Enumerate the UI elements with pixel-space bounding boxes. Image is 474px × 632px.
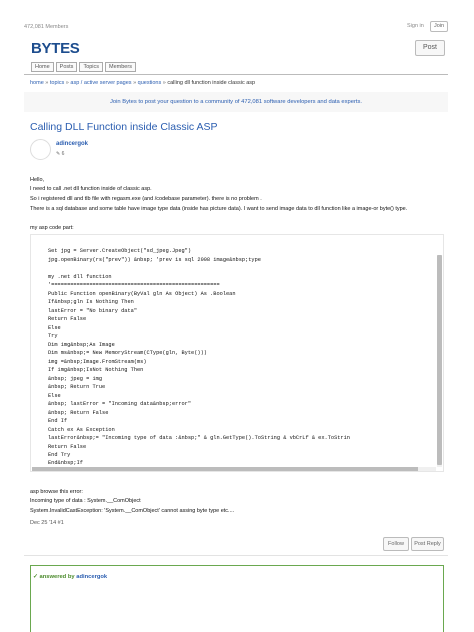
code-line: &nbsp; Return True — [48, 384, 106, 390]
code-line: jpg.openBinary(rs("prev")) &nbsp; 'prev is sql 2008 image&nbsp;type — [48, 257, 261, 263]
code-line: Dim img&nbsp;As Image — [48, 342, 115, 348]
code-line: End&nbsp;If — [48, 460, 83, 466]
code-line: If&nbsp;gln Is Nothing Then — [48, 299, 134, 305]
post-button[interactable]: Post — [415, 40, 445, 56]
code-line: img =&nbsp;Image.FromStream(ms) — [48, 359, 147, 365]
breadcrumb-questions[interactable]: questions — [137, 80, 162, 86]
post-date: Dec 25 '14 #1 — [30, 520, 64, 526]
code-line: lastError = "No binary data" — [48, 308, 138, 314]
code-vertical-scrollbar[interactable] — [437, 255, 442, 467]
post-count-value: 6 — [61, 151, 65, 157]
code-line: &nbsp; jpeg = img — [48, 376, 103, 382]
breadcrumb-separator: » — [45, 80, 49, 86]
post-count-icon: ✎ — [56, 151, 61, 157]
breadcrumb-topics[interactable]: topics — [49, 80, 65, 86]
post-reply-button[interactable]: Post Reply — [411, 537, 444, 551]
nav-tab-members[interactable]: Members — [105, 62, 136, 72]
code-line: Return False — [48, 444, 87, 450]
code-line: &nbsp; Return False — [48, 410, 109, 416]
question-body-line: There is a sql database and some table have image type data (inside has picture data). I want to send image data to dll function like a image-or byte() type. — [30, 206, 408, 212]
sign-in-link[interactable]: Sign in — [407, 23, 424, 29]
question-body-line: System.InvalidCastException: 'System.__ComObject' cannot assing byte type etc.... — [30, 508, 235, 514]
question-author[interactable]: adincergok — [56, 141, 89, 147]
code-line: Try — [48, 333, 58, 339]
author-post-count — [56, 151, 64, 157]
code-line: Dim ms&nbsp;= New MemoryStream(CType(gln, Byte())) — [48, 350, 207, 356]
code-horizontal-scroll-thumb[interactable] — [32, 467, 418, 471]
code-line: Catch ex As Exception — [48, 427, 115, 433]
code-line: my .net dll function — [48, 274, 112, 280]
nav-tab-home[interactable]: Home — [31, 62, 54, 72]
nav-tabs — [31, 62, 136, 72]
site-logo[interactable]: BYTES — [31, 40, 80, 57]
question-body-line: asp browse this error: — [30, 489, 83, 495]
join-button[interactable]: Join — [430, 21, 448, 32]
answer-header — [33, 574, 107, 580]
check-icon: ✓ — [33, 574, 38, 580]
nav-tab-topics[interactable]: Topics — [79, 62, 103, 72]
avatar[interactable] — [30, 139, 51, 160]
code-line: Else — [48, 393, 61, 399]
nav-divider — [24, 74, 448, 75]
code-vertical-scroll-thumb[interactable] — [437, 255, 442, 465]
answer-author[interactable]: adincergok — [76, 574, 108, 580]
breadcrumb — [30, 80, 255, 86]
question-body-line: Hello, — [30, 177, 45, 183]
breadcrumb-separator: » — [65, 80, 69, 86]
join-promo-banner[interactable]: Join Bytes to post your question to a community of 472,081 software developers and data experts. — [24, 92, 448, 112]
answered-by-label: answered by — [39, 574, 75, 580]
follow-button[interactable]: Follow — [383, 537, 409, 551]
question-title: Calling DLL Function inside Classic ASP — [30, 121, 218, 133]
code-line: &nbsp; lastError = "Incoming data&nbsp;error" — [48, 401, 192, 407]
code-line: If img&nbsp;IsNot Nothing Then — [48, 367, 144, 373]
breadcrumb-home[interactable]: home — [30, 80, 44, 86]
breadcrumb-separator: » — [162, 80, 166, 86]
code-line: Set jpg = Server.CreateObject("sd_jpeg.Jpeg") — [48, 248, 192, 254]
code-line: lastError&nbsp;= "Incoming type of data :&nbsp;" & gln.GetType().ToString & vbCrLf & ex.ToStrin — [48, 435, 350, 441]
question-body-line: Incoming type of data : System.__ComObject — [30, 498, 141, 504]
code-line: '===================================================== — [48, 282, 220, 288]
top-bar — [0, 0, 474, 36]
post-divider — [24, 555, 448, 556]
code-line: Return False — [48, 316, 87, 322]
nav-tab-posts[interactable]: Posts — [56, 62, 78, 72]
question-body-line: I need to call .net dll function inside of classic asp. — [30, 186, 152, 192]
code-line: Public Function openBinary(ByVal gln As Object) As .Boolean — [48, 291, 236, 297]
question-body-line: my asp code part: — [30, 225, 74, 231]
code-line: Else — [48, 325, 61, 331]
breadcrumb-separator: » — [133, 80, 137, 86]
question-body-line: So i registered dll and tlb file with regasm.exe (and /codebase parameter). there is no problem . — [30, 196, 262, 202]
code-line: End Try — [48, 452, 71, 458]
breadcrumb-category[interactable]: asp / active server pages — [70, 80, 132, 86]
breadcrumb-current: calling dll function inside classic asp — [167, 80, 256, 86]
member-count: 472,081 Members — [24, 24, 69, 30]
code-line: End If — [48, 418, 68, 424]
code-horizontal-scrollbar[interactable] — [32, 467, 436, 471]
